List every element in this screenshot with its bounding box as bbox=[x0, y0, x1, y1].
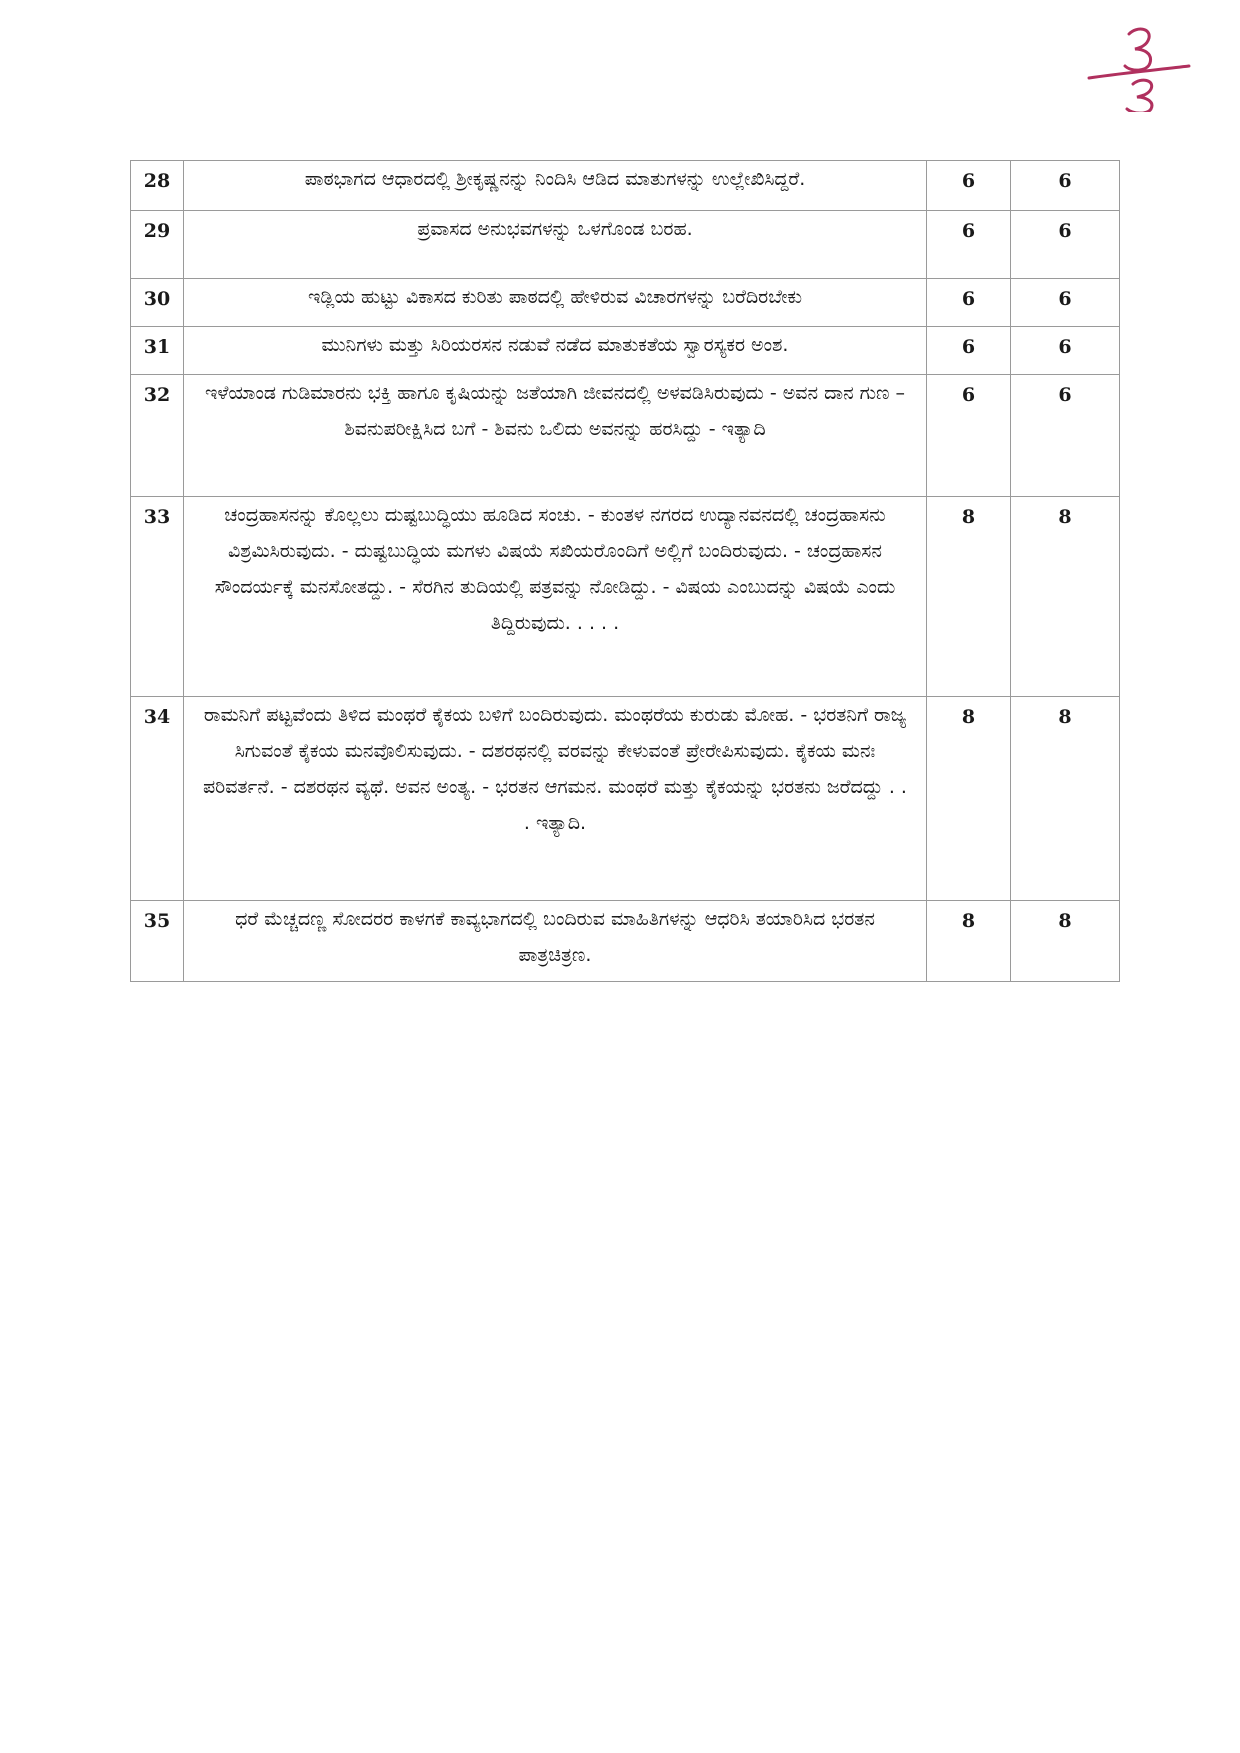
marks-column-1: 6 bbox=[927, 375, 1011, 497]
answer-description bbox=[184, 161, 927, 211]
question-number: 31 bbox=[131, 327, 184, 375]
marks-column-2: 6 bbox=[1011, 375, 1120, 497]
answer-description bbox=[184, 901, 927, 982]
handwritten-page-mark-icon bbox=[1085, 22, 1195, 112]
answer-description bbox=[184, 327, 927, 375]
answer-key-table bbox=[130, 160, 1120, 982]
marks-column-2: 6 bbox=[1011, 211, 1120, 279]
answer-text: ಇಡ್ಲಿಯ ಹುಟ್ಟು ವಿಕಾಸದ ಕುರಿತು ಪಾಠದಲ್ಲಿ ಹೇಳಿರುವ ವಿಚಾರಗಳನ್ನು ಬರೆದಿರಬೇಕು bbox=[307, 286, 803, 308]
marks-column-1: 8 bbox=[927, 697, 1011, 901]
marks-column-2: 8 bbox=[1011, 901, 1120, 982]
marks-column-1: 6 bbox=[927, 327, 1011, 375]
question-number: 29 bbox=[131, 211, 184, 279]
marks-column-2: 8 bbox=[1011, 497, 1120, 697]
table-row bbox=[131, 901, 1120, 982]
question-number: 30 bbox=[131, 279, 184, 327]
answer-text: ಇಳೆಯಾಂಡ ಗುಡಿಮಾರನು ಭಕ್ತಿ ಹಾಗೂ ಕೃಷಿಯನ್ನು ಜತೆಯಾಗಿ ಜೀವನದಲ್ಲಿ ಅಳವಡಿಸಿರುವುದು - ಅವನ ದಾನ ಗುಣ – ಶಿವನುಪರೀಕ್ಷಿಸಿದ ಬಗೆ - ಶಿವನು ಒಲಿದು ಅವನನ್ನು ಹರಸಿದ್ದು - ಇತ್ಯಾದಿ bbox=[204, 382, 906, 440]
table-row bbox=[131, 697, 1120, 901]
marks-column-1: 8 bbox=[927, 497, 1011, 697]
marks-column-2: 6 bbox=[1011, 279, 1120, 327]
answer-text: ಧರೆ ಮೆಚ್ಚದಣ್ಣ ಸೋದರರ ಕಾಳಗಕೆ ಕಾವ್ಯಭಾಗದಲ್ಲಿ ಬಂದಿರುವ ಮಾಹಿತಿಗಳನ್ನು ಆಧರಿಸಿ ತಯಾರಿಸಿದ ಭರತನ ಪಾತ್ರಚಿತ್ರಣ. bbox=[235, 908, 875, 966]
table-row bbox=[131, 327, 1120, 375]
question-number: 34 bbox=[131, 697, 184, 901]
table-row bbox=[131, 497, 1120, 697]
question-number: 33 bbox=[131, 497, 184, 697]
table-row bbox=[131, 279, 1120, 327]
marks-column-1: 6 bbox=[927, 211, 1011, 279]
answer-description bbox=[184, 211, 927, 279]
marks-column-2: 6 bbox=[1011, 161, 1120, 211]
answer-description bbox=[184, 697, 927, 901]
table-row bbox=[131, 211, 1120, 279]
question-number: 28 bbox=[131, 161, 184, 211]
table-row bbox=[131, 375, 1120, 497]
page-number-mark bbox=[1085, 22, 1195, 112]
marks-column-1: 6 bbox=[927, 279, 1011, 327]
question-number: 32 bbox=[131, 375, 184, 497]
answer-description bbox=[184, 497, 927, 697]
answer-text: ಪಾಠಭಾಗದ ಆಧಾರದಲ್ಲಿ ಶ್ರೀಕೃಷ್ಣನನ್ನು ನಿಂದಿಸಿ ಆಡಿದ ಮಾತುಗಳನ್ನು ಉಲ್ಲೇಖಿಸಿದ್ದರೆ. bbox=[304, 168, 806, 190]
answer-text: ಮುನಿಗಳು ಮತ್ತು ಸಿರಿಯರಸನ ನಡುವೆ ನಡೆದ ಮಾತುಕತೆಯ ಸ್ವಾರಸ್ಯಕರ ಅಂಶ. bbox=[321, 334, 789, 356]
marks-column-2: 8 bbox=[1011, 697, 1120, 901]
table-row bbox=[131, 161, 1120, 211]
marks-column-1: 6 bbox=[927, 161, 1011, 211]
answer-description bbox=[184, 375, 927, 497]
answer-description bbox=[184, 279, 927, 327]
answer-text: ಚಂದ್ರಹಾಸನನ್ನು ಕೊಲ್ಲಲು ದುಷ್ಟಬುದ್ಧಿಯು ಹೂಡಿದ ಸಂಚು. - ಕುಂತಳ ನಗರದ ಉದ್ಯಾನವನದಲ್ಲಿ ಚಂದ್ರಹಾಸನು ವಿಶ್ರಮಿಸಿರುವುದು. - ದುಷ್ಟಬುದ್ಧಿಯ ಮಗಳು ವಿಷಯೆ ಸಖಿಯರೊಂದಿಗೆ ಅಲ್ಲಿಗೆ ಬಂದಿರುವುದು. - ಚಂದ್ರಹಾಸನ ಸೌಂದರ್ಯಕ್ಕೆ ಮನಸೋತದ್ದು. - ಸೆರಗಿನ ತುದಿಯಲ್ಲಿ ಪತ್ರವನ್ನು ನೋಡಿದ್ದು. - ವಿಷಯ ಎಂಬುದನ್ನು ವಿಷಯೆ ಎಂದು ತಿದ್ದಿರುವುದು. . . . . bbox=[214, 504, 896, 634]
answer-text: ರಾಮನಿಗೆ ಪಟ್ಟವೆಂದು ತಿಳಿದ ಮಂಥರೆ ಕೈಕಯ ಬಳಿಗೆ ಬಂದಿರುವುದು. ಮಂಥರೆಯ ಕುರುಡು ಮೋಹ. - ಭರತನಿಗೆ ರಾಜ್ಯ ಸಿಗುವಂತೆ ಕೈಕಯ ಮನವೊಲಿಸುವುದು. - ದಶರಥನಲ್ಲಿ ವರವನ್ನು ಕೇಳುವಂತೆ ಪ್ರೇರೇಪಿಸುವುದು. ಕೈಕಯ ಮನಃ ಪರಿವರ್ತನೆ. - ದಶರಥನ ವ್ಯಥೆ. ಅವನ ಅಂತ್ಯ. - ಭರತನ ಆಗಮನ. ಮಂಥರೆ ಮತ್ತು ಕೈಕಯನ್ನು ಭರತನು ಜರೆದದ್ದು . . . ಇತ್ಯಾದಿ. bbox=[203, 704, 907, 834]
marks-column-1: 8 bbox=[927, 901, 1011, 982]
marks-column-2: 6 bbox=[1011, 327, 1120, 375]
question-number: 35 bbox=[131, 901, 184, 982]
answer-text: ಪ್ರವಾಸದ ಅನುಭವಗಳನ್ನು ಒಳಗೊಂಡ ಬರಹ. bbox=[417, 218, 693, 240]
